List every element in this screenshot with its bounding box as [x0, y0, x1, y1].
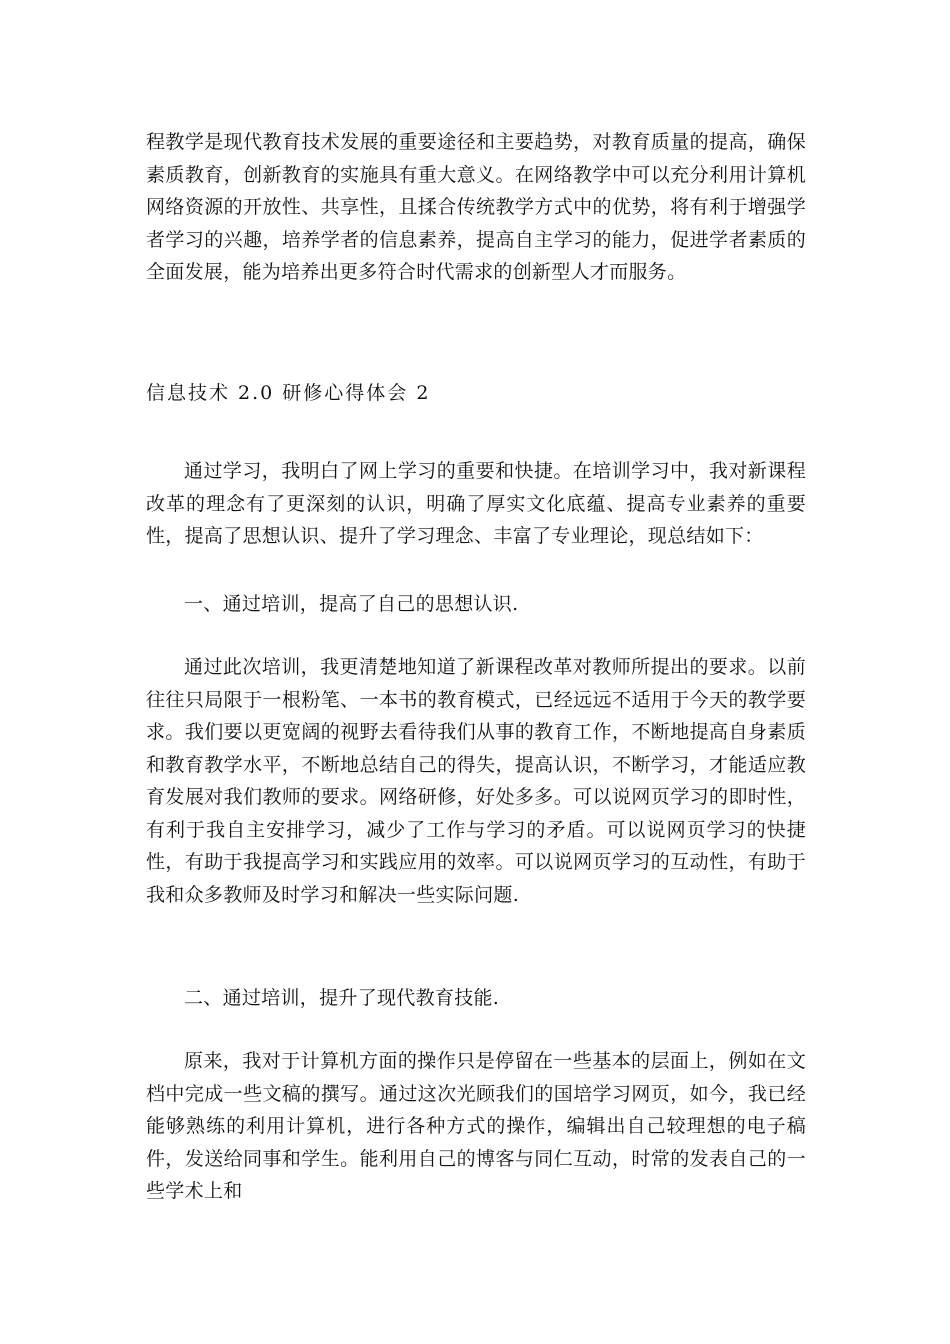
subheading-thinking: 一、通过培训，提高了自己的思想认识. [184, 593, 519, 615]
paragraph-skills: 原来，我对于计算机方面的操作只是停留在一些基本的层面上，例如在文档中完成一些文稿的撰写。通过这次光顾我们的国培学习网页，如今，我已经能够熟练的利用计算机，进行各种方式的操作，编辑出自己较理想的电子稿件，发送给同事和学生。能利用自己的博客与同仁互动，时常的发表自己的一些学术上和 [146, 1050, 806, 1202]
paragraph-thinking: 通过此次培训，我更清楚地知道了新课程改革对教师所提出的要求。以前往往只局限于一根粉笔、一本书的教育模式，已经远远不适用于今天的教学要求。我们要以更宽阔的视野去看待我们从事的教育工作，不断地提高自身素质和教育教学水平，不断地总结自己的得失，提高认识，不断学习，才能适应教育发展对我们教师的要求。网络研修，好处多多。可以说网页学习的即时性，有利于我自主安排学习，减少了工作与学习的矛盾。可以说网页学习的快捷性，有助于我提高学习和实践应用的效率。可以说网页学习的互动性，有助于我和众多教师及时学习和解决一些实际问题. [146, 656, 806, 906]
section-title: 信息技术 2.0 研修心得体会 2 [146, 382, 431, 404]
intro-paragraph: 程教学是现代教育技术发展的重要途径和主要趋势，对教育质量的提高，确保素质教育，创新教育的实施具有重大意义。在网络教学中可以充分利用计算机网络资源的开放性、共享性，且揉合传统教学方式中的优势，将有利于增强学者学习的兴趣，培养学者的信息素养，提高自主学习的能力，促进学者素质的全面发展，能为培养出更多符合时代需求的创新型人才而服务。 [146, 131, 806, 283]
subheading-skills: 二、通过培训，提升了现代教育技能. [184, 987, 500, 1009]
paragraph-summary: 通过学习，我明白了网上学习的重要和快捷。在培训学习中，我对新课程改革的理念有了更深刻的认识，明确了厚实文化底蕴、提高专业素养的重要性，提高了思想认识、提升了学习理念、丰富了专业理论，现总结如下： [146, 460, 806, 547]
